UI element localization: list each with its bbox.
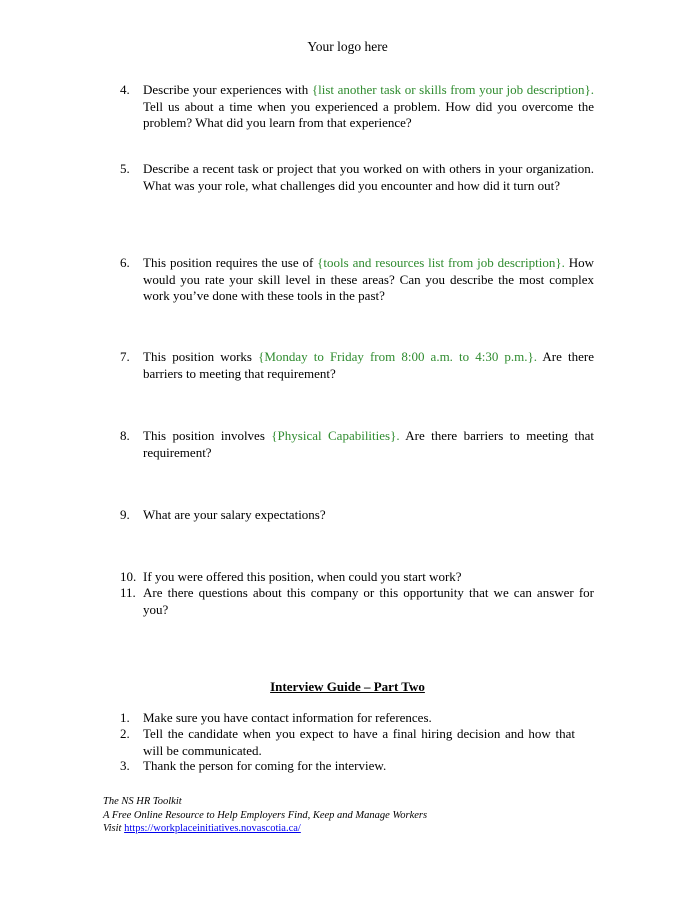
- placeholder-text: {list another task or skills from your job description}.: [311, 82, 594, 97]
- logo-placeholder: Your logo here: [307, 39, 388, 54]
- question-number: 9.: [120, 507, 130, 522]
- question-11: [120, 585, 594, 618]
- question-text: Describe a recent task or project that you worked on with others in your organization. What was your role, what challenges did you encounter and how did it turn out?: [143, 161, 594, 193]
- footer-tagline: A Free Online Resource to Help Employers Find, Keep and Manage Workers: [103, 809, 428, 821]
- footer-title: The NS HR Toolkit: [103, 796, 182, 807]
- item-text: Thank the person for coming for the interview.: [143, 758, 387, 773]
- part-two-item-2: [120, 726, 575, 759]
- item-text: Make sure you have contact information for references.: [143, 710, 432, 725]
- question-number: 4.: [120, 82, 130, 97]
- question-number: 11.: [120, 585, 136, 600]
- question-text: Describe your experiences with {list another task or skills from your job description}. Tell us about a time when you experienced a problem. How did you overcome the problem? What did you learn from that experience?: [143, 82, 594, 130]
- question-6: [120, 255, 594, 305]
- item-number: 2.: [120, 726, 130, 741]
- question-text: Are there questions about this company or this opportunity that we can answer for you?: [143, 585, 594, 617]
- placeholder-text: {tools and resources list from job description}.: [317, 255, 565, 270]
- question-10: [120, 569, 594, 586]
- placeholder-text: {Monday to Friday from 8:00 a.m. to 4:30 p.m.}.: [258, 349, 538, 364]
- question-7: [120, 349, 594, 382]
- question-number: 7.: [120, 349, 130, 364]
- part-two-item-3: [120, 758, 575, 775]
- question-text: This position works {Monday to Friday from 8:00 a.m. to 4:30 p.m.}. Are there barriers to meeting that requirement?: [143, 349, 594, 381]
- footer: [103, 795, 427, 836]
- question-text: This position involves {Physical Capabilities}. Are there barriers to meeting that requirement?: [143, 428, 594, 460]
- section-title: Interview Guide – Part Two: [270, 679, 425, 694]
- question-text: If you were offered this position, when could you start work?: [143, 569, 462, 584]
- question-8: [120, 428, 594, 461]
- question-5: [120, 161, 594, 194]
- question-9: [120, 507, 594, 524]
- question-number: 5.: [120, 161, 130, 176]
- placeholder-text: {Physical Capabilities}.: [271, 428, 400, 443]
- question-text: This position requires the use of {tools and resources list from job description}. How would you rate your skill level in these areas? Can you describe the most complex work you’ve done with these tools in the past?: [143, 255, 594, 303]
- item-number: 3.: [120, 758, 130, 773]
- item-number: 1.: [120, 710, 130, 725]
- question-number: 10.: [120, 569, 137, 584]
- part-two-item-1: [120, 710, 575, 727]
- question-4: [120, 82, 594, 132]
- footer-visit: Visit https://workplaceinitiatives.novascotia.ca/: [103, 823, 301, 834]
- question-number: 6.: [120, 255, 130, 270]
- question-number: 8.: [120, 428, 130, 443]
- question-text: What are your salary expectations?: [143, 507, 326, 522]
- footer-link[interactable]: https://workplaceinitiatives.novascotia.ca/: [124, 823, 301, 834]
- item-text: Tell the candidate when you expect to have a final hiring decision and how that will be communicated.: [143, 726, 575, 758]
